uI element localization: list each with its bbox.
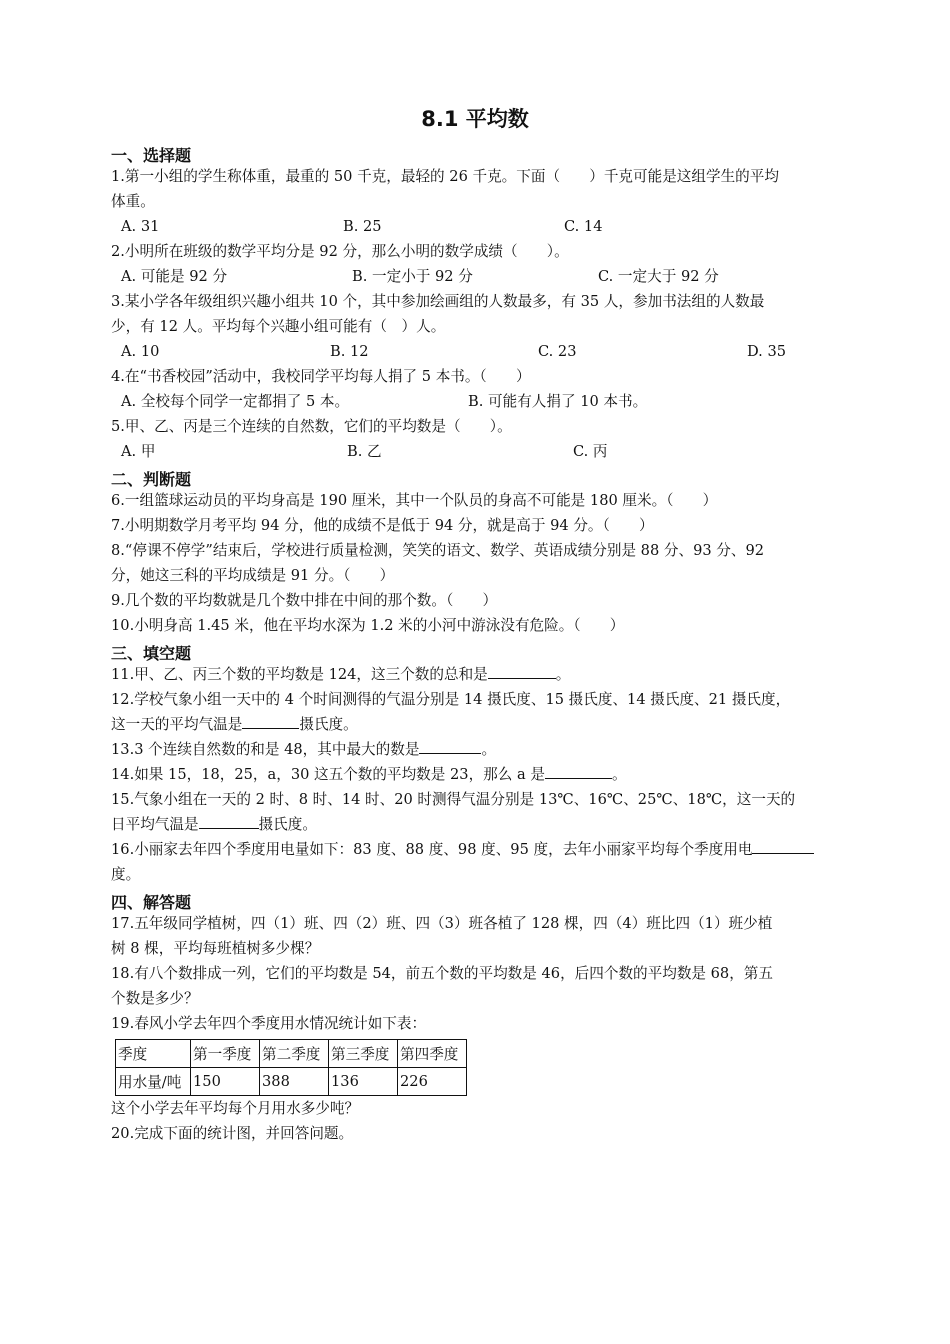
answer-blank[interactable]	[752, 839, 814, 854]
question-16-text	[111, 839, 814, 861]
question-11-prefix: 11.甲、乙、丙三个数的平均数是 124，这三个数的总和是	[111, 666, 488, 683]
answer-blank[interactable]	[199, 814, 259, 829]
question-12-text-cont	[111, 714, 358, 736]
question-14-prefix: 14.如果 15，18，25，a，30 这五个数的平均数是 23，那么 a 是	[111, 766, 545, 783]
table-cell: 用水量/吨	[116, 1068, 191, 1096]
table-cell: 388	[260, 1068, 329, 1096]
section-heading-judge: 二、判断题	[111, 470, 192, 489]
question-5-option-a: A. 甲	[121, 443, 156, 460]
water-usage-table	[115, 1039, 467, 1096]
question-15-text-cont	[111, 814, 317, 836]
question-11-text	[111, 664, 570, 686]
question-17-text: 17.五年级同学植树，四（1）班、四（2）班、四（3）班各植了 128 棵，四（4）班比四（1）班少植	[111, 915, 773, 932]
question-13-prefix: 13.3 个连续自然数的和是 48，其中最大的数是	[111, 741, 420, 758]
question-7-text: 7.小明期数学月考平均 94 分，他的成绩不是低于 94 分，就是高于 94 分。（ ）	[111, 517, 654, 534]
question-18-text-cont: 个数是多少？	[111, 990, 199, 1007]
table-cell: 226	[398, 1068, 467, 1096]
table-cell: 150	[191, 1068, 260, 1096]
question-19-text-cont: 这个小学去年平均每个月用水多少吨？	[111, 1100, 360, 1117]
section-heading-choice: 一、选择题	[111, 146, 192, 165]
section-heading-fill: 三、填空题	[111, 644, 192, 663]
answer-blank[interactable]	[488, 664, 556, 679]
question-19-text: 19.春风小学去年四个季度用水情况统计如下表：	[111, 1015, 427, 1032]
question-11-suffix: 。	[555, 666, 571, 683]
table-row	[116, 1068, 467, 1096]
question-18-text: 18.有八个数排成一列，它们的平均数是 54，前五个数的平均数是 46，后四个数的平均数是 68，第五	[111, 965, 773, 982]
question-3-option-a: A. 10	[121, 343, 160, 360]
question-8-text-cont: 分，她这三科的平均成绩是 91 分。（ ）	[111, 567, 395, 584]
question-12-prefix: 这一天的平均气温是	[111, 716, 243, 733]
page-title: 8.1 平均数	[421, 107, 529, 131]
answer-blank[interactable]	[545, 764, 612, 779]
question-4-option-b: B. 可能有人捐了 10 本书。	[468, 393, 648, 410]
question-17-text-cont: 树 8 棵，平均每班植树多少棵？	[111, 940, 320, 957]
table-header-row	[116, 1040, 467, 1068]
table-cell: 第一季度	[191, 1040, 260, 1068]
question-20-text: 20.完成下面的统计图，并回答问题。	[111, 1125, 354, 1142]
question-12-suffix: 摄氏度。	[299, 716, 358, 733]
question-3-text: 3.某小学各年级组织兴趣小组共 10 个，其中参加绘画组的人数最多，有 35 人，参加书法组的人数最	[111, 293, 765, 310]
question-13-suffix: 。	[481, 741, 497, 758]
question-1-option-b: B. 25	[343, 218, 382, 235]
question-12-text: 12.学校气象小组一天中的 4 个时间测得的气温分别是 14 摄氏度、15 摄氏度、14 摄氏度、21 摄氏度，	[111, 691, 791, 708]
question-8-text: 8.“停课不停学”结束后，学校进行质量检测，笑笑的语文、数学、英语成绩分别是 88 分、93 分、92	[111, 542, 765, 559]
answer-blank[interactable]	[242, 714, 299, 729]
answer-blank[interactable]	[419, 739, 481, 754]
question-15-text: 15.气象小组在一天的 2 时、8 时、14 时、20 时测得气温分别是 13℃、16℃、25℃、18℃，这一天的	[111, 791, 796, 808]
question-2-text: 2.小明所在班级的数学平均分是 92 分，那么小明的数学成绩（ ）。	[111, 243, 569, 260]
section-heading-solve: 四、解答题	[111, 893, 192, 912]
question-2-option-b: B. 一定小于 92 分	[352, 268, 473, 285]
question-16-prefix: 16.小丽家去年四个季度用电量如下：83 度、88 度、98 度、95 度，去年小丽家平均每个季度用电	[111, 841, 753, 858]
question-2-option-a: A. 可能是 92 分	[121, 268, 228, 285]
question-3-option-c: C. 23	[538, 343, 577, 360]
question-14-text	[111, 764, 627, 786]
question-2-option-c: C. 一定大于 92 分	[598, 268, 719, 285]
question-9-text: 9.几个数的平均数就是几个数中排在中间的那个数。（ ）	[111, 592, 498, 609]
question-3-option-b: B. 12	[330, 343, 369, 360]
question-5-option-b: B. 乙	[347, 443, 382, 460]
table-cell: 第二季度	[260, 1040, 329, 1068]
table-cell: 第三季度	[329, 1040, 398, 1068]
question-15-suffix: 摄氏度。	[258, 816, 317, 833]
question-6-text: 6.一组篮球运动员的平均身高是 190 厘米，其中一个队员的身高不可能是 180 厘米。（ ）	[111, 492, 718, 509]
question-5-option-c: C. 丙	[573, 443, 608, 460]
question-1-option-a: A. 31	[121, 218, 160, 235]
question-16-text-cont: 度。	[111, 866, 141, 883]
question-14-suffix: 。	[611, 766, 627, 783]
question-4-option-a: A. 全校每个同学一定都捐了 5 本。	[121, 393, 350, 410]
question-3-text-cont: 少，有 12 人。平均每个兴趣小组可能有（ ）人。	[111, 318, 446, 335]
table-cell: 第四季度	[398, 1040, 467, 1068]
question-5-text: 5.甲、乙、丙是三个连续的自然数，它们的平均数是（ ）。	[111, 418, 512, 435]
table-cell: 季度	[116, 1040, 191, 1068]
question-1-text: 1.第一小组的学生称体重，最重的 50 千克，最轻的 26 千克。下面（ ）千克可能是这组学生的平均	[111, 168, 779, 185]
question-3-option-d: D. 35	[747, 343, 787, 360]
table-cell: 136	[329, 1068, 398, 1096]
question-1-option-c: C. 14	[564, 218, 603, 235]
question-1-text-cont: 体重。	[111, 193, 155, 210]
question-15-prefix: 日平均气温是	[111, 816, 199, 833]
question-4-text: 4.在“书香校园”活动中，我校同学平均每人捐了 5 本书。（ ）	[111, 368, 531, 385]
question-10-text: 10.小明身高 1.45 米，他在平均水深为 1.2 米的小河中游泳没有危险。（ ）	[111, 617, 625, 634]
question-13-text	[111, 739, 496, 761]
